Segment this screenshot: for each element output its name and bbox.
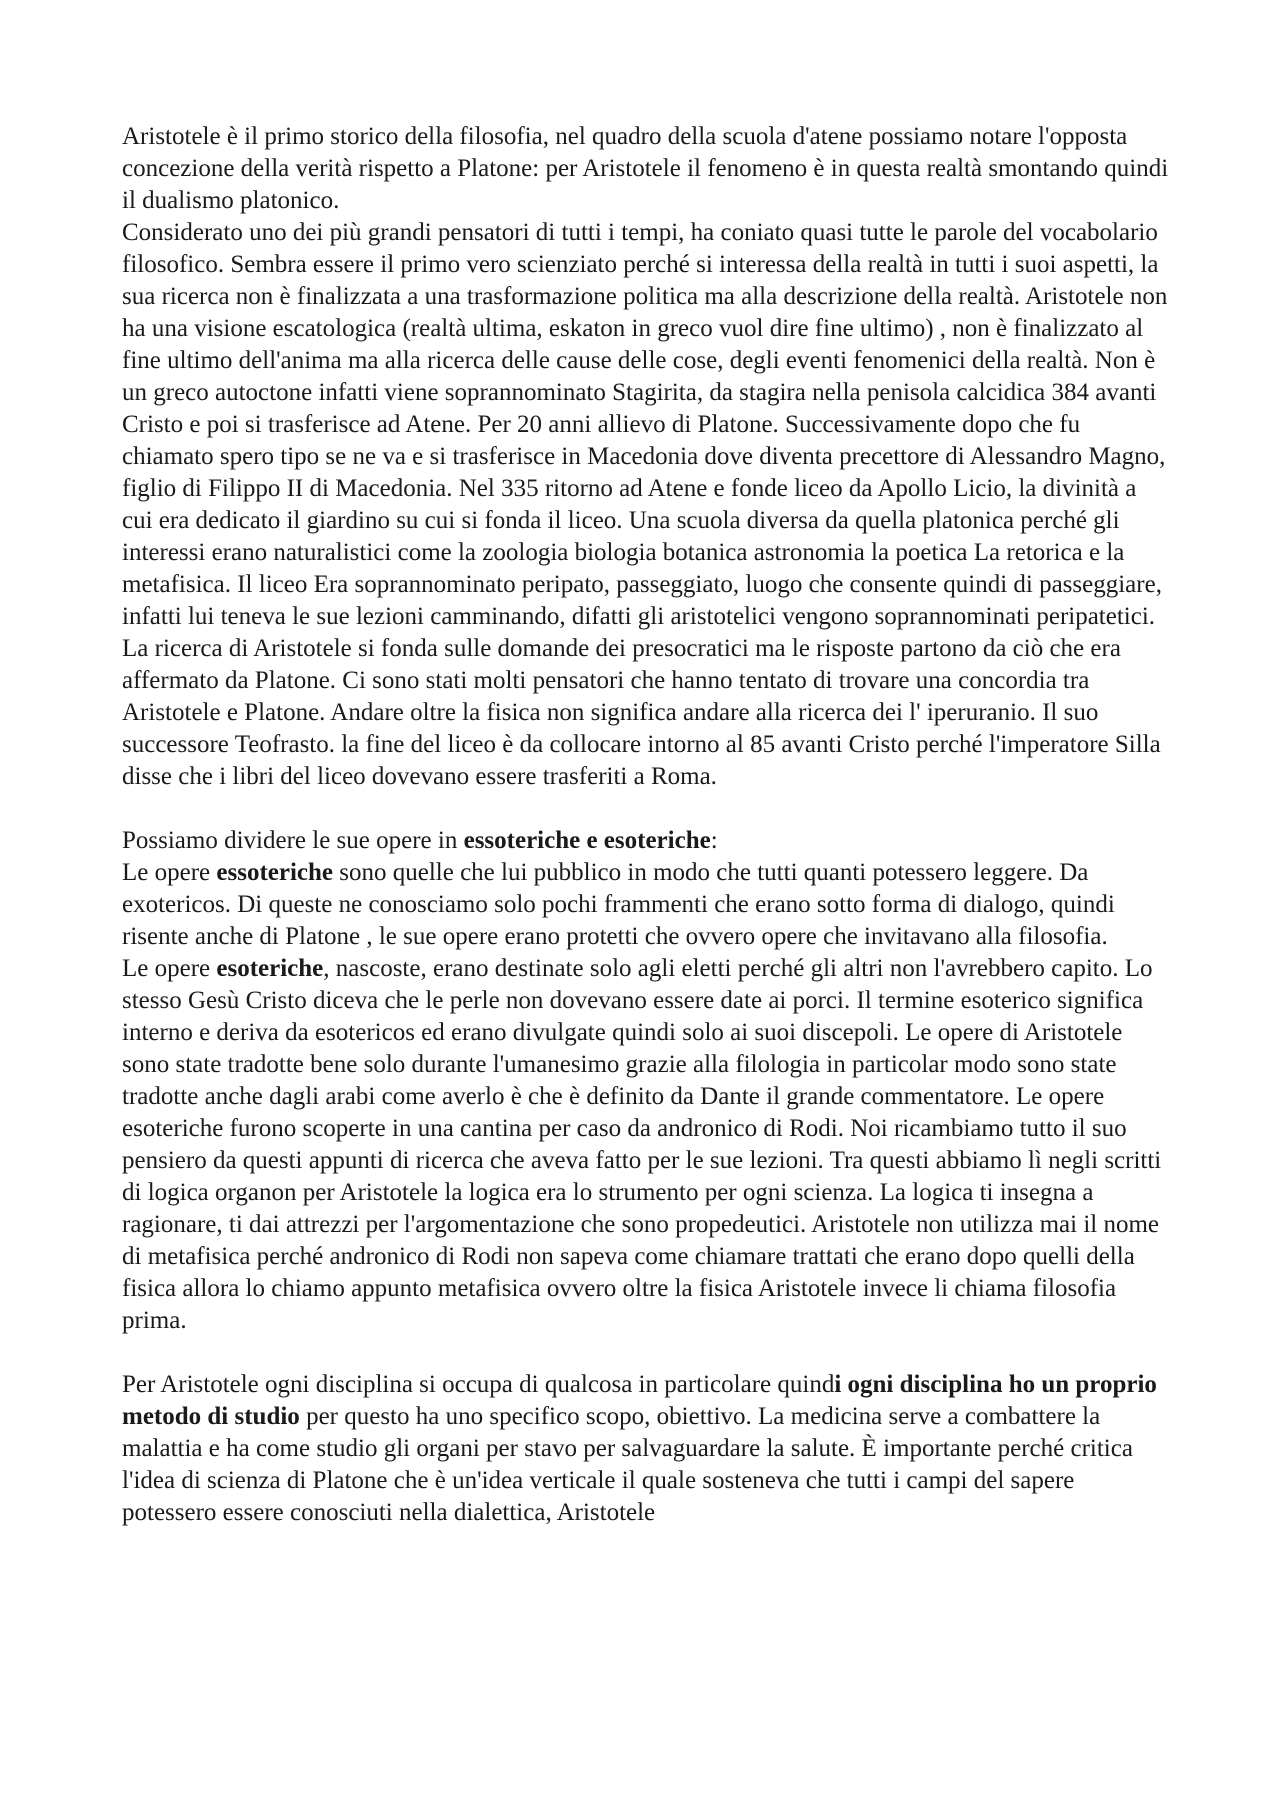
- document-page: [122, 121, 1172, 1529]
- disciplina-pre: Per Aristotele ogni disciplina si occupa di qualcosa in particolare quind: [122, 1371, 835, 1398]
- paragraph-biography: Considerato uno dei più grandi pensatori di tutti i tempi, ha coniato quasi tutte le parole del vocabolario filosofico. Sembra essere il primo vero scienziato perché si interessa della realtà in tutti i suoi aspetti, la sua ricerca non è finalizzata a una trasformazione politica ma alla descrizione della realtà. Aristotele non ha una visione escatologica (realtà ultima, eskaton in greco vuol dire fine ultimo) , non è finalizzato al fine ultimo dell'anima ma alla ricerca delle cause delle cose, degli eventi fenomenici della realtà. Non è un greco autoctone infatti viene soprannominato Stagirita, da stagira nella penisola calcidica 384 avanti Cristo e poi si trasferisce ad Atene. Per 20 anni allievo di Platone. Successivamente dopo che fu chiamato spero tipo se ne va e si trasferisce in Macedonia dove diventa precettore di Alessandro Magno, figlio di Filippo II di Macedonia. Nel 335 ritorno ad Atene e fonde liceo da Apollo Licio, la divinità a cui era dedicato il giardino su cui si fonda il liceo. Una scuola diversa da quella platonica perché gli interessi erano naturalistici come la zoologia biologia botanica astronomia la poetica La retorica e la metafisica. Il liceo Era soprannominato peripato, passeggiato, luogo che consente quindi di passeggiare, infatti lui teneva le sue lezioni camminando, difatti gli aristotelici vengono soprannominati peripatetici. La ricerca di Aristotele si fonda sulle domande dei presocratici ma le risposte partono da ciò che era affermato da Platone. Ci sono stati molti pensatori che hanno tentato di trovare una concordia tra Aristotele e Platone. Andare oltre la fisica non significa andare alla ricerca dei l' iperuranio. Il suo successore Teofrasto. la fine del liceo è da collocare intorno al 85 avanti Cristo perché l'imperatore Silla disse che i libri del liceo dovevano essere trasferiti a Roma.: [122, 219, 1168, 790]
- paragraph-spacer: [122, 1337, 1172, 1369]
- paragraph-disciplina: [122, 1369, 1172, 1529]
- opere-intro-text: Possiamo dividere le sue opere in: [122, 827, 464, 854]
- paragraph-esoteriche: [122, 953, 1172, 1337]
- opere-intro-colon: :: [710, 827, 718, 854]
- paragraph-essoteriche: [122, 857, 1172, 953]
- disciplina-bold: i ogni disciplina ho un proprio metodo di studio: [122, 1371, 1157, 1430]
- esoteriche-bold: esoteriche: [216, 955, 324, 982]
- essoteriche-pre: Le opere: [122, 859, 217, 886]
- paragraph-intro: Aristotele è il primo storico della filosofia, nel quadro della scuola d'atene possiamo notare l'opposta concezione della verità rispetto a Platone: per Aristotele il fenomeno è in questa realtà smontando quindi il dualismo platonico.: [122, 123, 1169, 214]
- esoteriche-pre: Le opere: [122, 955, 217, 982]
- disciplina-post: per questo ha uno specifico scopo, obiettivo. La medicina serve a combattere la malattia e ha come studio gli organi per stavo per salvaguardare la salute. È importante perché critica l'idea di scienza di Platone che è un'idea verticale il quale sosteneva che tutti i campi del sapere potessero essere conosciuti nella dialettica, Aristotele: [122, 1403, 1133, 1526]
- essoteriche-bold: essoteriche: [216, 859, 334, 886]
- paragraph-opere-intro: [122, 825, 1172, 857]
- esoteriche-post: , nascoste, erano destinate solo agli eletti perché gli altri non l'avrebbero capito. Lo stesso Gesù Cristo diceva che le perle non dovevano essere date ai porci. Il termine esoterico significa interno e deriva da esotericos ed erano divulgate quindi solo ai suoi discepoli. Le opere di Aristotele sono state tradotte bene solo durante l'umanesimo grazie alla filologia in particolar modo sono state tradotte anche dagli arabi come averlo è che è definito da Dante il grande commentatore. Le opere esoteriche furono scoperte in una cantina per caso da andronico di Rodi. Noi ricambiamo tutto il suo pensiero da questi appunti di ricerca che aveva fatto per le sue lezioni. Tra questi abbiamo lì negli scritti di logica organon per Aristotele la logica era lo strumento per ogni scienza. La logica ti insegna a ragionare, ti dai attrezzi per l'argomentazione che sono propedeutici. Aristotele non utilizza mai il nome di metafisica perché andronico di Rodi non sapeva come chiamare trattati che erano dopo quelli della fisica allora lo chiamo appunto metafisica ovvero oltre la fisica Aristotele invece li chiama filosofia prima.: [122, 955, 1162, 1334]
- opere-intro-bold: essoteriche e esoteriche: [463, 827, 711, 854]
- paragraph-spacer: [122, 793, 1172, 825]
- essoteriche-post: sono quelle che lui pubblico in modo che tutti quanti potessero leggere. Da exotericos. Di queste ne conosciamo solo pochi frammenti che erano sotto forma di dialogo, quindi risente anche di Platone , le sue opere erano protetti che ovvero opere che invitavano alla filosofia.: [122, 859, 1115, 950]
